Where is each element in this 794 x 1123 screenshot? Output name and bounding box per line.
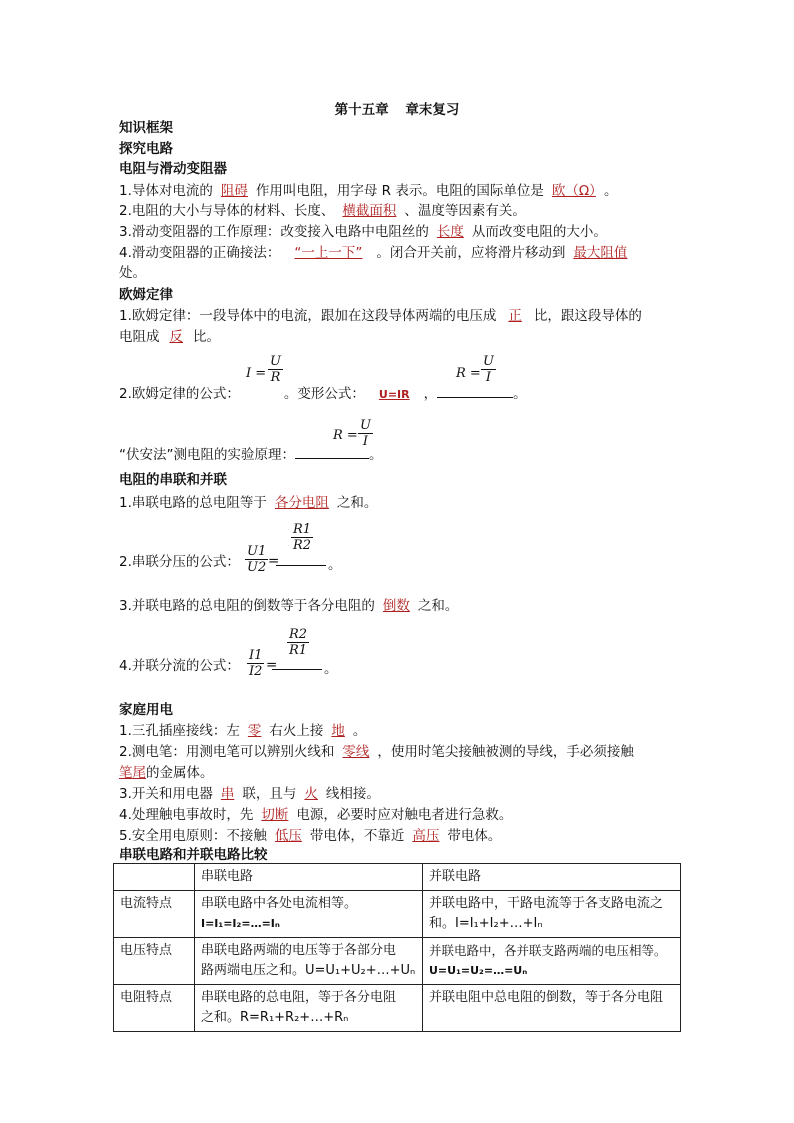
sp-line-4: 4.并联分流的公式： <box>119 658 240 674</box>
chapter-number: 第十五章 <box>334 102 389 118</box>
formula-lhs: R = <box>456 366 481 381</box>
ohm-line-1-cont: 电阻成 反 比。 <box>119 329 220 345</box>
table-header-cell: 并联电路 <box>423 864 681 891</box>
home-line-2: 2.测电笔：用测电笔可以辨别火线和 零线 ，使用时笔尖接触被测的导线，手必须接触 <box>119 744 634 760</box>
table-cell: 串联电路中各处电流相等。 I=I₁=I₂=…=Iₙ <box>195 891 423 938</box>
answer-blank <box>272 655 322 670</box>
table-cell: 串联电路两端的电压等于各部分电 路两端电压之和。U=U₁+U₂+…+Uₙ <box>195 938 423 985</box>
formula-lhs: R = <box>333 428 358 443</box>
ohm-line-1: 1.欧姆定律：一段导体中的电流，跟加在这段导体两端的电压成 正 比，跟这段导体的 <box>119 308 642 324</box>
answer-blank: 零线 <box>342 744 370 760</box>
home-line-4: 4.处理触电事故时，先 切断 电源，必要时应对触电者进行急救。 <box>119 807 513 823</box>
ohm-line-3: “伏安法”测电阻的实验原理： 。 <box>119 444 383 465</box>
heading-home: 家庭用电 <box>119 702 173 718</box>
resistor-line-4: 4.滑动变阻器的正确接法： “一上一下” 。闭合开关前，应将滑片移动到 最大阻值 <box>119 243 635 263</box>
formula-fraction: $\frac{I1}{I2}$ <box>249 648 263 679</box>
answer-blank <box>295 444 369 459</box>
table-cell <box>114 864 195 891</box>
answer-blank: 阻碍 <box>220 183 248 199</box>
answer-blank: 笔尾 <box>119 765 146 781</box>
answer-blank: 高压 <box>412 828 440 844</box>
table-row <box>114 938 681 985</box>
document-page: 第十五章 章末复习 知识框架 探究电路 电阻与滑动变阻器 1.导体对电流的 阻碍 作用叫电阻，用字母 R 表示。电阻的国际单位是 欧（Ω） 。 2.电阻的大小与导体的材料、长度、 横截面积 、温度等因素有关。 3.滑动变阻器的工作原理：改变接入电路中电阻丝的 长度 从而改变电阻的大小。 4.滑动变阻器的正确接法： “一上一下” 。闭合开关前，应将滑片移动到 最大阻值 处。 欧姆定律 1.欧姆定律：一段导体中的电流，跟加在这段导体两端的电压成 正 比，跟这段导体的 电阻成 反 比。 I = $\frac{U}{R}$ R = $\frac{U}{I}$ 2.欧姆定律的公式： 。变形公式： U=IR ， 。 R = $\frac{U}{I}$ “伏安法”测电阻的实验原理： 。 电阻的串联和并联 1.串联电路的总电阻等于 各分电阻 之和。 2.串联分压的公式： $\frac{U1}{U2}$ = $\frac{R1}{R2}$ 。 3.并联电路的总电阻的倒数等于各分电阻的 倒数 之和。 4.并联分流的公式： $\frac{I1}{I2}$ = $\frac{R2}{R1}$ 。 家庭用电 1.三孔插座接线：左 零 右火上接 地 。 2.测电笔：用测电笔可以辨别火线和 零线 ，使用时笔尖接触被测的导线，手必须接触 笔尾的金属体。 3.开关和用电器 串 联，且与 火 线相接。 4.处理触电事故时，先 切断 电源，必要时应对触电者进行急救。 5.安全用电原则：不接触 低压 带电体，不靠近 高压 带电体。 串联电路和并联电路比较 串联电路 并联电路 电流特点 串联电路中各处电流相等。 I=I₁=I₂=…=Iₙ 并联电路中，干路电流等于各支路电流之 和。I=I₁+I₂+…+Iₙ 电压特点 串联电路两端的电压等于各部分电 路两端电压之和。U=U₁+U₂+…+Uₙ 并联电路中，各并联支路两端的电压相等。 U=U₁=U₂=…=Uₙ 电阻特点 串联电路的总电阻，等于各分电阻 之和。R=R₁+R₂+…+Rₙ 并联电阻中总电阻的倒数，等于各分电阻 <box>0 0 794 1123</box>
sp-line-1: 1.串联电路的总电阻等于 各分电阻 之和。 <box>119 495 378 511</box>
row-label: 电阻特点 <box>114 985 195 1032</box>
formula-fraction: $\frac{U1}{U2}$ <box>247 544 267 575</box>
heading-ohm: 欧姆定律 <box>119 287 173 303</box>
answer-blank: 横截面积 <box>342 203 397 219</box>
home-line-1: 1.三孔插座接线：左 零 右火上接 地 。 <box>119 723 367 739</box>
answer-blank: 火 <box>304 786 318 802</box>
heading-series-parallel: 电阻的串联和并联 <box>119 472 227 488</box>
answer-blank: 正 <box>508 308 522 324</box>
ohm-line-2: 2.欧姆定律的公式： 。变形公式： U=IR ， 。 <box>119 383 527 405</box>
row-label: 电流特点 <box>114 891 195 938</box>
resistor-line-4-cont: 处。 <box>119 265 146 281</box>
formula-fraction: $\frac{U}{R}$ <box>270 354 281 385</box>
table-header-cell: 串联电路 <box>195 864 423 891</box>
heading-explore: 探究电路 <box>119 141 173 157</box>
table-cell: 串联电路的总电阻，等于各分电阻 之和。R=R₁+R₂+…+Rₙ <box>195 985 423 1032</box>
sp-line-2: 2.串联分压的公式： <box>119 554 240 570</box>
formula-lhs: I = <box>246 366 267 381</box>
answer-blank: 切断 <box>261 807 289 823</box>
comparison-table <box>113 863 681 1032</box>
answer-blank: U=IR <box>378 388 410 401</box>
answer-blank: “一上一下” <box>294 245 363 261</box>
resistor-line-1: 1.导体对电流的 阻碍 作用叫电阻，用字母 R 表示。电阻的国际单位是 欧（Ω） 。 <box>119 183 618 199</box>
answer-blank: 各分电阻 <box>274 495 329 511</box>
table-row <box>114 985 681 1032</box>
home-line-5: 5.安全用电原则：不接触 低压 带电体，不靠近 高压 带电体。 <box>119 828 502 844</box>
answer-blank: 长度 <box>436 224 464 240</box>
table-row <box>114 891 681 938</box>
formula-fraction: $\frac{R2}{R1}$ <box>289 627 308 658</box>
answer-blank <box>276 551 326 566</box>
chapter-name: 章末复习 <box>405 102 460 118</box>
home-line-2-cont: 笔尾的金属体。 <box>119 765 214 781</box>
formula-fraction: $\frac{U}{I}$ <box>483 354 494 385</box>
answer-blank: 低压 <box>274 828 302 844</box>
resistor-line-2: 2.电阻的大小与导体的材料、长度、 横截面积 、温度等因素有关。 <box>119 203 526 219</box>
page-title <box>0 98 794 118</box>
answer-blank <box>437 383 513 398</box>
answer-blank: 反 <box>169 329 183 345</box>
table-cell: 并联电路中，各并联支路两端的电压相等。 U=U₁=U₂=…=Uₙ <box>423 938 681 985</box>
answer-blank: 零 <box>247 723 262 739</box>
formula-fraction: $\frac{U}{I}$ <box>360 418 371 449</box>
heading-compare: 串联电路和并联电路比较 <box>119 847 268 863</box>
answer-blank: 最大阻值 <box>573 245 628 261</box>
answer-blank: 欧（Ω） <box>551 183 596 199</box>
sp-line-3: 3.并联电路的总电阻的倒数等于各分电阻的 倒数 之和。 <box>119 598 459 614</box>
row-label: 电压特点 <box>114 938 195 985</box>
home-line-3: 3.开关和用电器 串 联，且与 火 线相接。 <box>119 786 380 802</box>
table-cell: 并联电阻中总电阻的倒数，等于各分电阻 <box>423 985 681 1032</box>
table-header-row <box>114 864 681 891</box>
resistor-line-3: 3.滑动变阻器的工作原理：改变接入电路中电阻丝的 长度 从而改变电阻的大小。 <box>119 224 607 240</box>
answer-blank: 地 <box>331 723 345 739</box>
answer-blank: 串 <box>220 786 235 802</box>
answer-blank: 倒数 <box>382 598 410 614</box>
formula-fraction: $\frac{R1}{R2}$ <box>293 522 312 553</box>
heading-resistor: 电阻与滑动变阻器 <box>119 161 227 177</box>
heading-framework: 知识框架 <box>119 120 173 136</box>
table-cell: 并联电路中，干路电流等于各支路电流之 和。I=I₁+I₂+…+Iₙ <box>423 891 681 938</box>
